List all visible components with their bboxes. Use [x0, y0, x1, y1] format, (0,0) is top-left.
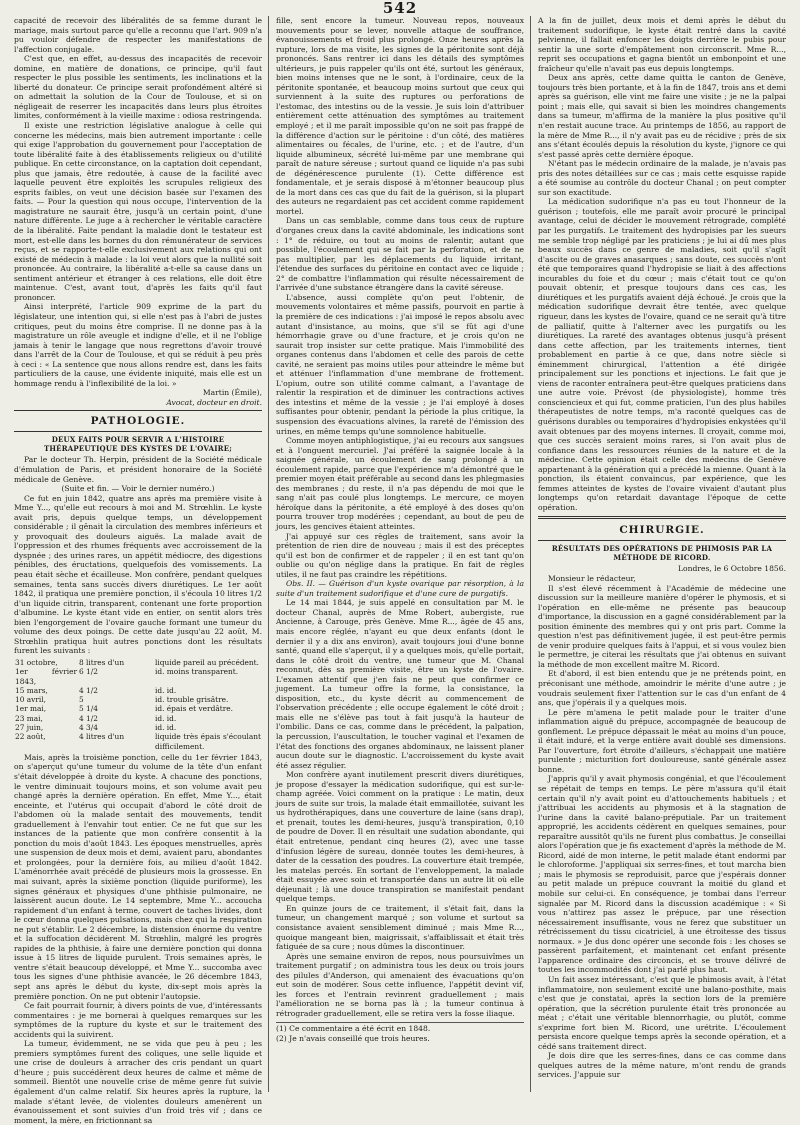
divider — [538, 516, 786, 519]
continuation-note: (Suite et fin. — Voir le dernier numéro.) — [61, 484, 215, 494]
table-row: 1er mai, 5 1/4 id. épais et verdâtre. — [15, 704, 233, 714]
paragraph: Le père m'amena le petit malade pour le traiter d'une inflammation aiguë du prépuce, accompagnée de beaucoup de gonflement. Le prépuce dépassait le méat au moins d'un pouce, il était induré, et la verge entière avait doublé ses dimensions. Par l'ouverture, fort étroite d'ailleurs, s'échappait une matière purulente ; micturition fort douloureuse, santé générale assez bonne. — [538, 707, 786, 774]
column-rule-1 — [268, 16, 269, 1092]
footnotes — [276, 1022, 524, 1043]
paragraph: Ce fait pourrait fournir, à divers points de vue, d'intéressants commentaires : je me bornerai à quelques remarques sur les symptômes de la rupture du kyste et sur le traitement des accidents qui la suivirent. — [14, 1001, 262, 1039]
paragraph: N'étant pas le médecin ordinaire de la malade, je n'avais pas pris des notes détaillées sur ce cas ; mais cette esquisse rapide a été soumise au contrôle du docteur Chanal ; on peut compter sur son exactitude. — [538, 159, 786, 197]
paragraph: Mais, après la troisième ponction, celle du 1er février 1843, on s'aperçut qu'une tumeur du volume de la tête d'un enfant s'était développée à droite du kyste. A chacune des ponctions, le ventre diminuait toujours moins, et son volume avait peu changé après la dernière opération. En effet, Mme Y..., était enceinte, et l'utérus qui occupait d'abord le côté droit de l'abdomen où la malade sentait des mouvements, tendit graduellement à l'envahir tout entier. Ce ne fut que sur les instances de la patiente que mon confrère consentit à la ponction du mois d'août 1843. Les époques menstruelles, après une suspension de deux mois et demi, avaient paru, abondantes et prolongées, pour la dernière fois, au milieu d'août 1842. L'aménorrhée avait précédé de plusieurs mois la grossesse. En mai suivant, après la sixième ponction (liquide puriforme), les signes généraux et physiques d'une phthisie pulmonaire, ne laissèrent aucun doute. Le 14 septembre, Mme Y... accoucha rapidement d'un enfant à terme, couvert de taches livides, dont le cœur donna quelques pulsations, mais chez qui la respiration ne put s'établir. Le 2 décembre, la distension énorme du ventre et la suffocation décidèrent M. Strœhlin, malgré les progrès rapides de la phthisie, à faire une dernière ponction qui donna issue à 15 litres de liquide purulent. Trois semaines après, le ventre s'était beaucoup développé, et Mme Y... succomba avec tous les signes d'une phthisie avancée, le 26 décembre 1843, sept ans après le début du kyste, dix-sept mois après la première ponction. On ne put obtenir l'autopsie. — [14, 752, 262, 1001]
paragraph: fille, sent encore la tumeur. Nouveau repos, nouveaux mouvements pour se lever, nouvelle attaque de souffrance, évanouissements et froid plus prolongé. Onze heures après la rupture, lors de ma visite, les signes de la péritonite sont déjà prononcés. Sans rentrer ici dans les détails des symptômes ultérieurs, je puis rappeler qu'ils ont été, surtout les généraux, bien moins intenses que ne le sont, à l'ordinaire, ceux de la péritonite spontanée, et beaucoup moins surtout que ceux qui surviennent à la suite des ruptures ou perforations de l'estomac, des intestins ou de la vessie. Je suis loin d'attribuer entièrement cette atténuation des symptômes au traitement employé ; et il me paraît impossible qu'on ne soit pas frappé de la différence d'action sur le péritoine : d'un côté, des matières alimentaires ou fécales, de l'urine, etc. ; et de l'autre, d'un liquide albumineux, sécrété lui-même par une membrane qui paraît de nature séreuse ; surtout quand ce liquide n'a pas subi de dégénérescence purulente (1). Cette différence est fondamentale, et je serais disposé à m'étonner beaucoup plus de la mort dans ces cas que du fait de la guérison, si la plupart des auteurs ne regardaient pas cet accident comme rapidement mortel. — [276, 16, 524, 216]
paragraph: En quinze jours de ce traitement, il s'était fait, dans la tumeur, un changement marqué ; son volume et surtout sa consistance avaient sensiblement diminué ; mais Mme R..., quoique mangeant bien, maigrissait, s'affaiblissait et était très fatiguée de sa cure ; nous dûmes la discontinuer. — [276, 903, 524, 952]
section-title-chirurgie: CHIRURGIE. — [619, 524, 705, 537]
page-number: 542 — [382, 0, 418, 17]
byline: Par le docteur Th. Herpin, président de la Société médicale d'émulation de Paris, et président honoraire de la Société médicale de Genève. — [14, 455, 262, 484]
table-row: 1er février 1843, 6 1/2 id. moins transparent. — [15, 667, 239, 686]
article-title: DEUX FAITS POUR SERVIR A L'HISTOIRE THÉRAPEUTIQUE DES KYSTES DE L'OVAIRE; — [43, 435, 233, 454]
table-row: 10 avril, 5 id. trouble grisâtre. — [15, 695, 229, 705]
section-title-pathologie: PATHOLOGIE. — [90, 415, 186, 428]
paragraph: Mon confrère ayant inutilement prescrit divers diurétiques, je propose d'essayer la médication sudorifique, qui est sur-le-champ agréée. Voici comment on la pratique : Le matin, deux jours de suite sur trois, la malade était emmaillotée, suivant les us hydrothérapiques, dans une couverture de laine (sans drap), et prenait, toutes les demi-heures, jusqu'à transpiration, 0,10 de poudre de Dover. Il en résultait une sudation abondante, qui était entretenue, pendant cinq heures (2), avec une tasse d'infusion légère de sureau, donnée toutes les demi-heures, à dater de la cessation des poudres. La couverture était trempée, les matelas percés. En sortant de l'enveloppement, la malade était essuyée avec soin et transportée dans un autre lit où elle déjeunait ; là une douce transpiration se manifestait pendant quelque temps. — [276, 770, 524, 904]
paragraph: A la fin de juillet, deux mois et demi après le début du traitement sudorifique, le kyste était rentré dans la cavité pelvienne, il fallait enfoncer les doigts derrière le pubis pour sentir la une sorte d'empâtement non circonscrit. Mme R..., reprit ses occupations et gagna bientôt un embonpoint et une fraîcheur qu'elle n'avait pas eus depuis longtemps. — [538, 16, 786, 73]
article-title: RÉSULTATS DES OPÉRATIONS DE PHIMOSIS PAR LA MÉTHODE DE RICORD. — [551, 544, 773, 563]
paragraph: Je dois dire que les serres-fines, dans ce cas comme dans quelques autres de la même nature, m'ont rendu de grands services. J'appuie sur — [538, 1051, 786, 1080]
observation-heading: Obs. II. — Guérison d'un kyste ovarique par résorption, à la suite d'un traitement sudorifique et d'une cure de purgatifs. — [276, 579, 524, 598]
table-row: 31 octobre, 8 litres d'un liquide pareil au précédent. — [15, 657, 260, 667]
author-signature: Martin (Émile), — [202, 388, 262, 398]
author-title: Avocat, docteur en droit. — [166, 397, 262, 407]
paragraph: Comme moyen antiphlogistique, j'ai eu recours aux sangsues et à l'onguent mercuriel. J'ai préféré la saignée locale à la saignée générale, un écoulement de sang prolongé à un écoulement rapide, parce que l'expérience m'a démontré que le premier moyen était préférable au second dans les phlegmasies des membranes ; du reste, il n'a pas dépendu de moi que le sang n'ait pas coulé plus longtemps. Le mercure, ce moyen héroïque dans la péritonite, a été employé à des doses qu'on pourra trouver trop modérées ; cependant, au bout de peu de jours, les gencives étaient atteintes. — [276, 436, 524, 531]
paragraph: Après une semaine environ de repos, nous poursuivîmes un traitement purgatif ; on administra tous les deux ou trois jours des pilules d'Anderson, qui amenaient des évacuations qu'on eut soin de modérer. Sous cette influence, l'appétit devint vif, les forces et l'entrain revinrent graduellement ; mais l'amélioration ne se borna pas là ; la tumeur continua à rétrograder graduellement, elle se retira vers la fosse iliaque. — [276, 951, 524, 1018]
paragraph: Et d'abord, il est bien entendu que je ne prétends point, en préconisant une méthode, amoindrir le mérite d'une autre ; je voudrais seulement fixer l'attention sur le cas d'un enfant de 4 ans, que j'opérais il y a quelques mois. — [538, 669, 786, 708]
divider — [538, 540, 786, 541]
paragraph: capacité de recevoir des libéralités de sa femme durant le mariage, mais surtout parce qu'elle a reconnu que l'art. 909 n'a pu vouloir défendre de respecter les manifestations de l'affection conjugale. — [14, 16, 262, 54]
footnote: (2) Je n'avais conseillé que trois heures. — [276, 1033, 430, 1043]
paragraph: C'est que, en effet, au-dessus des incapacités de recevoir domine, en matière de donations, ce principe, qu'il faut respecter le plus possible les sentiments, les inclinations et la liberté du donateur. Ce principe serait profondément altéré si on admettait la solution de la Cour de Toulouse, et si on négligeait de reserrer les incapacités dans leurs plus étroites limites, conformément à la vieille maxime : odiosa restringenda. — [14, 54, 262, 121]
paragraph: Ce fut en juin 1842, quatre ans après ma première visite à Mme Y..., qu'elle eut recours à moi and M. Strœhlin. Le kyste avait pris, depuis quelque temps, un développement considérable ; il gênait la circulation des membres inférieurs et y provoquait des douleurs aiguës. La malade avait de l'oppression et des rhumes fréquents avec accroissement de la dyspnée ; des urines rares, un appétit médiocre, des digestions pénibles, des éructations, quelquefois des vomissements. La peau était sèche et écailleuse. Mon confrère, pendant quelques semaines, tenta sans succès divers diurétiques. Le 1er août 1842, il pratiqua une première ponction, il s'écoula 10 litres 1/2 d'un liquide citrin, transparent, contenant une forte proportion d'albumine. Le kyste étant vide en entier, on sentit alors très bien l'engorgement de l'ovaire gauche formant une tumeur du volume des deux poings. De cette date jusqu'au 22 août, M. Strœhlin pratiqua huit autres ponctions dont les résultats furent les suivants : — [14, 493, 262, 656]
paragraph: La médication sudorifique n'a pas eu tout l'honneur de la guérison ; toutefois, elle me paraît avoir procuré le principal avantage, celui de décider le mouvement rétrograde, complété par les purgatifs. Le traitement des hydropisies par les sueurs me semble trop négligé par les praticiens ; je lui ai dû mes plus beaux succès dans ce genre de maladies, soit qu'il s'agît d'ascite ou de graves anasarques ; sans doute, ces succès n'ont été que temporaires quand l'hydropisie se liait à des affections incurables du foie et du cœur ; mais c'était tout ce qu'on pouvait obtenir, et presque toujours dans ces cas, les diurétiques et les purgatifs avaient déjà échoué. Je crois que la médication sudorifique devrait être tentée, avec quelque rigueur, dans les kystes de l'ovaire, quand ce ne serait qu'à titre de palliatif, quitte à l'alterner avec les purgatifs ou les diurétiques. La rareté des avantages obtenus jusqu'à présent dans cette affection, par les traitements internes, tient probablement en partie à ce que, dans notre siècle si éminemment chirurgical, l'attention a été dirigée principalement sur les ponctions et injections. Le fait que je viens de raconter entraînera peut-être quelques praticiens dans une autre voie. Prévost (de physiologiste), homme très consciencieux et qui fut, comme praticien, l'un des plus habiles thérapeutistes de notre temps, m'a raconté quelques cas de guérisons durables ou temporaires d'hydropisies enkystées qu'il avait obtenues par des moyens internes. Il croyait, comme moi, que ces succès seraient moins rares, si l'on avait plus de confiance dans les ressources réunies de la nature et de la médecine. Cette opinion était celle des médecins de Genève appartenant à la génération qui a précédé la mienne. Quant à la ponction, ils étaient convaincus, par expérience, que les femmes atteintes de kystes de l'ovaire vivaient d'autant plus longtemps qu'on retardait davantage l'époque de cette opération. — [538, 197, 786, 512]
paragraph: Le 14 mai 1844, je suis appelé en consultation par M. le docteur Chanal, auprès de Mme Robert, aubergiste, rue Ancienne, à Carouge, près Genève. Mme R..., âgée de 45 ans, mais encore réglée, n'ayant eu que deux enfants (dont le dernier il y a dix ans environ), avait toujours joui d'une bonne santé, quand elle s'aperçut, il y a quelques mois, qu'elle portait, dans le côté droit du ventre, une tumeur que M. Chanal reconnut, dès sa première visite, être un kyste de l'ovaire. L'examen attentif que j'en fais ne peut que confirmer ce jugement. La tumeur offre la forme, la consistance, la disposition, etc., du kyste décrit au commencement de l'observation précédente ; elle occupe également le côté droit ; mais elle ne s'élève pas tout à fait jusqu'à la hauteur de l'ombilic. Dans ce cas, comme dans le précédent, la palpation, la percussion, l'auscultation, le toucher vaginal et l'examen de l'état des fonctions des organes abdominaux, ne laissent planer aucun doute sur le diagnostic. L'accroissement du kyste avait été assez régulier. — [276, 598, 524, 770]
dateline: Londres, le 6 Octobre 1856. — [677, 564, 786, 574]
divider — [14, 431, 262, 432]
paragraph: Un fait assez intéressant, c'est que le phimosis avait, à l'état inflammatoire, non seulement excité une balano-posthite, mais c'est que je constatai, après la section lors de la première opération, que la sécrétion purulente était très prononcée au méat ; c'était une véritable blennorrhagie, ou plutôt, comme s'exprime fort bien M. Ricord, une urétrite. L'écoulement persista encore quelque temps après la seconde opération, et a cédé sans traitement direct. — [538, 974, 786, 1051]
paragraph: J'ai appuyé sur ces règles de traitement, sans avoir la prétention de rien dire de nouveau ; mais il est des préceptes qu'il est bon de confirmer et de rappeler ; il en est tant qu'on oublie ou qu'on néglige dans la pratique. En fait de règles utiles, il ne faut pas craindre les répétitions. — [276, 531, 524, 579]
paragraph: L'absence, aussi complète qu'on peut l'obtenir, de mouvements volontaires et même passifs, pourvoit en partie à la première de ces indications : j'ai imposé le repos absolu avec autant d'insistance, au moins, que s'il se fût agi d'une hémorrhagie grave ou d'une fracture, et je crois qu'on ne saurait trop insister sur cette pratique. Mais l'immobilité des organes contenus dans l'abdomen et celle des parois de cette cavité, ne seraient pas moins utiles pour atteindre le même but et atténuer l'inflammation d'une membrane de frottement. L'opium, outre son utilité comme calmant, a l'avantage de ralentir la respiration et de diminuer les contractions actives des intestins et même de la vessie ; je l'ai employé à doses suffisantes pour obtenir, pendant la période la plus critique, la suspension des évacuations alvines, la rareté de l'émission des urines, en même temps qu'une somnolence habituelle. — [276, 292, 524, 436]
paragraph: Deux ans après, cette dame quitta le canton de Genève, toujours très bien portante, et à la fin de 1847, trois ans et demi après sa guérison, elle vint me faire une visite ; je ne la palpai point ; mais elle, qui savait si bien les moindres changements dans sa tumeur, m'affirma de la manière la plus positive qu'il n'en restait aucune trace. Au printemps de 1856, au rapport de la mère de Mme R..., il n'y avait pas eu de récidive ; près de six ans s'étant écoulés depuis la résolution du kyste, j'ignore ce qui s'est passé après cette dernière époque. — [538, 73, 786, 159]
paragraph: Il existe une restriction législative analogue à celle qui concerne les médecins, mais bien autrement importante : celle qui exige l'approbation du gouvernement pour l'acceptation de toute libéralité faite à des établissements religieux ou d'utilité publique. En cette circonstance, on la captation doit cependant, plus que jamais, être redoutée, à cause de la facilité avec laquelle peuvent être exploités les scrupules religieux des esprits faibles, on veut une décision basée sur l'examen des faits. — Pour la question qui nous occupe, l'intervention de la magistrature ne saurait être, jusqu'à un certain point, d'une nature différente. Le juge a à rechercher le véritable caractère de la libéralité. Faite pendant la maladie dont le testateur est mort, est-elle dans les bornes du don rémunérateur de services reçus, et se rapporte-t-elle exclusivement aux relations qui ont existé de médecin à malade : la loi veut alors que la nullité soit prononcée. Au contraire, la libéralité a-t-elle sa cause dans un sentiment antérieur et étranger à ces relations, elle doit être maintenue. C'est, avant tout, d'après les faits qu'il faut prononcer. — [14, 121, 262, 302]
puncture-table — [14, 658, 262, 751]
footnote: (1) Ce commentaire a été écrit en 1848. — [276, 1024, 431, 1034]
column-1 — [14, 16, 262, 1125]
salutation: Monsieur le rédacteur, — [548, 573, 636, 583]
paragraph: Ainsi interprété, l'article 909 exprime de la part du législateur, une intention qui, si elle n'est pas à l'abri de justes critiques, peut du moins être comprise. Il ne donne pas à la magistrature un rôle aveugle et indigne d'elle, et il ne l'oblige jamais à tenir le langage que nous regrettons d'avoir trouvé dans l'arrêt de la Cour de Toulouse, et qui se réduit à peu près à ceci : « La sentence que nous allons rendre est, dans les faits particuliers de la cause, une évidente iniquité, mais elle est un hommage rendu à l'inflexibilité de la loi. » — [14, 302, 262, 388]
divider — [14, 410, 262, 411]
table-row: 23 mai, 4 1/2 id. id. — [15, 713, 177, 723]
column-3 — [538, 16, 786, 1092]
paragraph: J'appris qu'il y avait phymosis congénial, et que l'écoulement se répétait de temps en temps. Le père m'assura qu'il était certain qu'il n'y avait point eu d'attouchements habituels ; et j'attribuai les accidents au phymosis et à la stagnation de l'urine dans la cavité balano-préputiale. Par un traitement approprié, les accidents cédèrent en quelques semaines, pour reparaître aussitôt qu'ils ne furent plus combattus. Je conseillai alors l'opération que je fis exactement d'après la méthode de M. Ricord, aidé de mon interne, le petit malade étant endormi par le chloroforme. J'appliquai six serres-fines, et tout marcha bien ; mais le phymosis se reproduisit, parce que j'espérais donner au petit malade un prépuce couvrant la moitié du gland et mobile sur celui-ci. En conséquence, je tombai dans l'erreur signalée par M. Ricord dans la discussion académique : « Si vous n'attirez pas assez le prépuce, par une résection nécessairement insuffisante, vous ne ferez que substituer un rétrécissement du tissu cicatriciel, à une étroitesse des tissus normaux. » Je dus donc opérer une seconde fois : les choses se passèrent parfaitement, et maintenant cet enfant présente l'apparence ordinaire des circoncis, et se trouve délivré de toutes les incommodités dont j'ai parlé plus haut. — [538, 774, 786, 975]
table-row: 22 août, 4 litres d'un liquide très épais s'écoulant difficilement. — [15, 732, 261, 751]
table-row: 15 mars, 4 1/2 id. id. — [15, 685, 177, 695]
column-rule-2 — [530, 16, 531, 1092]
paragraph: Dans un cas semblable, comme dans tous ceux de rupture d'organes creux dans la cavité abdominale, les indications sont : 1° de réduire, ou tout au moins de ralentir, autant que possible, l'écoulement qui se fait par la perforation, et de ne pas multiplier, par les déplacements du liquide irritant, l'étendue des surfaces du péritoine en contact avec ce liquide ; 2° de combattre l'inflammation qui résulte nécessairement de l'arrivée d'une substance étrangère dans la cavité séreuse. — [276, 216, 524, 293]
paragraph: La tumeur, évidemment, ne se vida que peu à peu ; les premiers symptômes furent des coliques, une selle liquide et une crise de douleurs à arracher des cris pendant un quart d'heure ; puis succédèrent deux heures de calme et même de sommeil. Bientôt une nouvelle crise de même genre fut suivie également d'un calme relatif. Six heures après la rupture, la malade s'étant levée, de violentes douleurs amenèrent un évanouissement et sont suivies d'un froid très vif ; dans ce moment, la mère, en frictionnant sa — [14, 1039, 262, 1125]
table-row: 27 juin, 4 3/4 id. id. — [15, 722, 177, 732]
paragraph: Il s'est élevé récemment à l'Académie de médecine une discussion sur la meilleure manière d'opérer le phymosis, et si l'opération en elle-même ne présente pas beaucoup d'importance, la discussion en a gagné considérablement par la position éminente des membres qui y ont pris part. Comme la question n'est pas définitivement jugée, il est peut-être permis de venir produire quelques faits à l'appui, et si vous voulez bien le permettre, je citerai les résultats que j'ai obtenus en suivant la méthode de mon excellent maître M. Ricord. — [538, 583, 786, 669]
column-2 — [276, 16, 524, 1092]
